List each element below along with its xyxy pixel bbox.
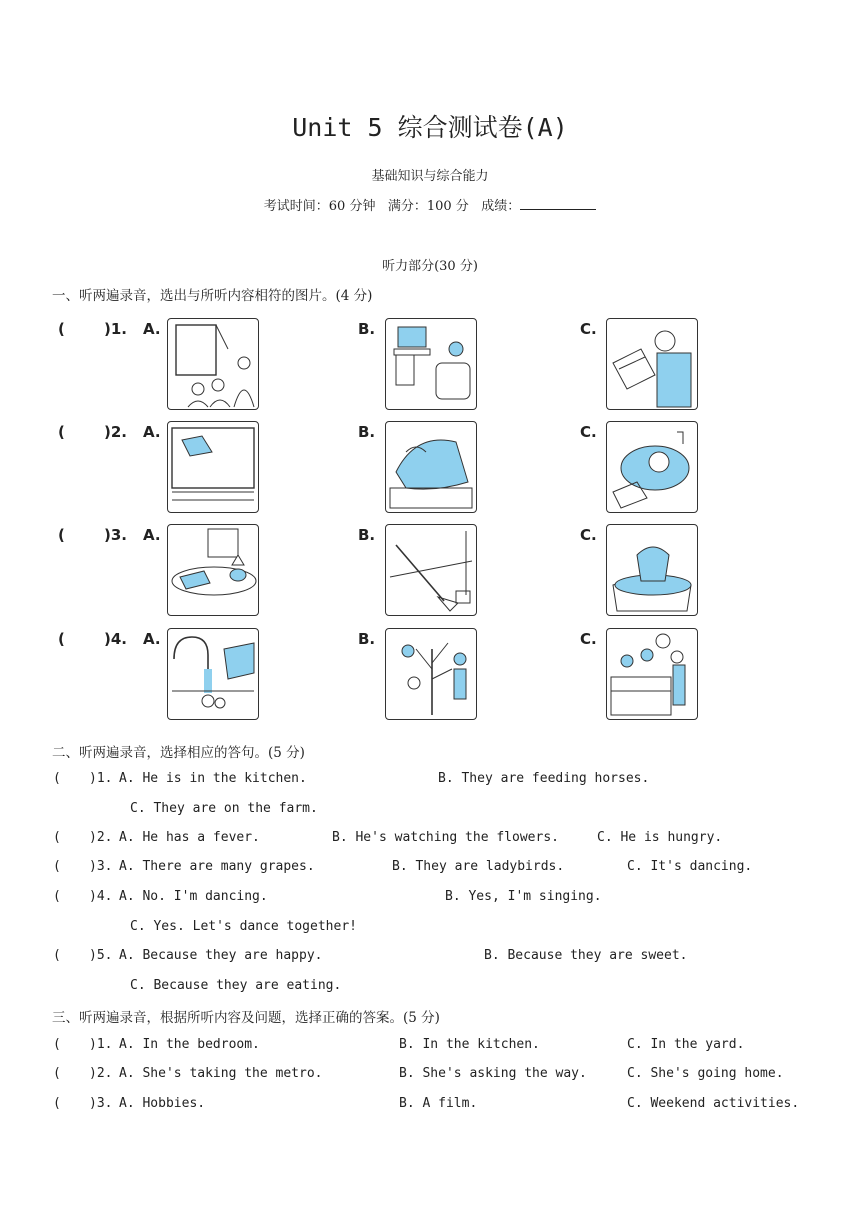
answer-paren[interactable]: ( [53, 830, 61, 845]
cleaning-window-picture[interactable] [167, 421, 259, 513]
washing-clothes-picture[interactable] [606, 524, 698, 616]
option-c: C. Because they are eating. [130, 978, 342, 993]
part1-instruction: 一、听两遍录音，选出与所听内容相符的图片。(4 分) [52, 288, 373, 304]
option-letter: C. [580, 526, 597, 544]
answer-paren[interactable]: ( [53, 771, 61, 786]
answer-paren[interactable]: ( [53, 889, 61, 904]
option-letter: A. [143, 630, 161, 648]
answer-paren[interactable]: ( [53, 1096, 61, 1111]
option-b: B. Because they are sweet. [484, 948, 688, 963]
washing-fruit-picture[interactable] [167, 628, 259, 720]
part2-instruction: 二、听两遍录音，选择相应的答句。(5 分) [52, 745, 305, 761]
picking-fruit-picture[interactable] [385, 628, 477, 720]
answer-paren[interactable]: ( [53, 1037, 61, 1052]
question-number: )4. [104, 630, 127, 648]
page-title: Unit 5 综合测试卷(A) [292, 113, 568, 142]
answer-paren[interactable]: ( [58, 423, 65, 441]
option-b: B. Yes, I'm singing. [445, 889, 602, 904]
question-number: )1. [104, 320, 127, 338]
option-a: A. Hobbies. [119, 1096, 206, 1111]
option-a: A. In the bedroom. [119, 1037, 260, 1052]
option-letter: B. [358, 320, 376, 338]
option-a: A. There are many grapes. [119, 859, 315, 874]
answer-paren[interactable]: ( [53, 859, 61, 874]
exam-time: 考试时间：60 分钟 [263, 199, 376, 214]
answer-paren[interactable]: ( [58, 630, 65, 648]
option-c: C. Weekend activities. [627, 1096, 800, 1111]
listening-heading: 听力部分(30 分) [382, 259, 478, 274]
option-c: C. Yes. Let's dance together! [130, 919, 357, 934]
question-number: )2. [104, 423, 127, 441]
option-a: A. He is in the kitchen. [119, 771, 307, 786]
option-letter: A. [143, 526, 161, 544]
making-bed-picture[interactable] [385, 421, 477, 513]
grade-blank[interactable] [520, 197, 596, 210]
washing-dishes-picture[interactable] [606, 421, 698, 513]
option-b: B. A film. [399, 1096, 478, 1111]
option-letter: C. [580, 320, 597, 338]
sweeping-floor-picture[interactable] [385, 524, 477, 616]
option-b: B. They are ladybirds. [392, 859, 565, 874]
answer-paren[interactable]: ( [58, 320, 65, 338]
option-c: C. In the yard. [627, 1037, 745, 1052]
option-letter: C. [580, 630, 597, 648]
option-b: B. He's watching the flowers. [332, 830, 559, 845]
option-a: A. Because they are happy. [119, 948, 323, 963]
option-b: B. In the kitchen. [399, 1037, 540, 1052]
question-number: )1. [89, 771, 113, 786]
option-a: A. She's taking the metro. [119, 1066, 323, 1081]
option-letter: A. [143, 423, 161, 441]
option-a: A. No. I'm dancing. [119, 889, 268, 904]
option-a: A. He has a fever. [119, 830, 260, 845]
option-c: C. He is hungry. [597, 830, 723, 845]
question-number: )5. [89, 948, 113, 963]
part3-instruction: 三、听两遍录音，根据所听内容及问题，选择正确的答案。(5 分) [52, 1010, 440, 1026]
answer-paren[interactable]: ( [53, 1066, 61, 1081]
answer-paren[interactable]: ( [58, 526, 65, 544]
option-b: B. She's asking the way. [399, 1066, 587, 1081]
option-letter: B. [358, 526, 376, 544]
option-letter: B. [358, 423, 376, 441]
page-subtitle: 基础知识与综合能力 [371, 169, 489, 184]
question-number: )2. [89, 830, 113, 845]
cleaning-table-picture[interactable] [167, 524, 259, 616]
question-number: )3. [89, 859, 113, 874]
question-number: )2. [89, 1066, 113, 1081]
option-letter: B. [358, 630, 376, 648]
option-b: B. They are feeding horses. [438, 771, 650, 786]
question-number: )1. [89, 1037, 113, 1052]
question-number: )4. [89, 889, 113, 904]
grade-label: 成绩： [481, 199, 521, 214]
classroom-blackboard-picture[interactable] [167, 318, 259, 410]
computer-desk-picture[interactable] [385, 318, 477, 410]
answer-paren[interactable]: ( [53, 948, 61, 963]
option-c: C. She's going home. [627, 1066, 784, 1081]
reading-book-picture[interactable] [606, 318, 698, 410]
exam-info [0, 195, 860, 214]
option-letter: A. [143, 320, 161, 338]
question-number: )3. [89, 1096, 113, 1111]
option-c: C. It's dancing. [627, 859, 753, 874]
full-score: 满分：100 分 [387, 199, 469, 214]
option-c: C. They are on the farm. [130, 801, 318, 816]
option-letter: C. [580, 423, 597, 441]
question-number: )3. [104, 526, 127, 544]
family-cooking-picture[interactable] [606, 628, 698, 720]
